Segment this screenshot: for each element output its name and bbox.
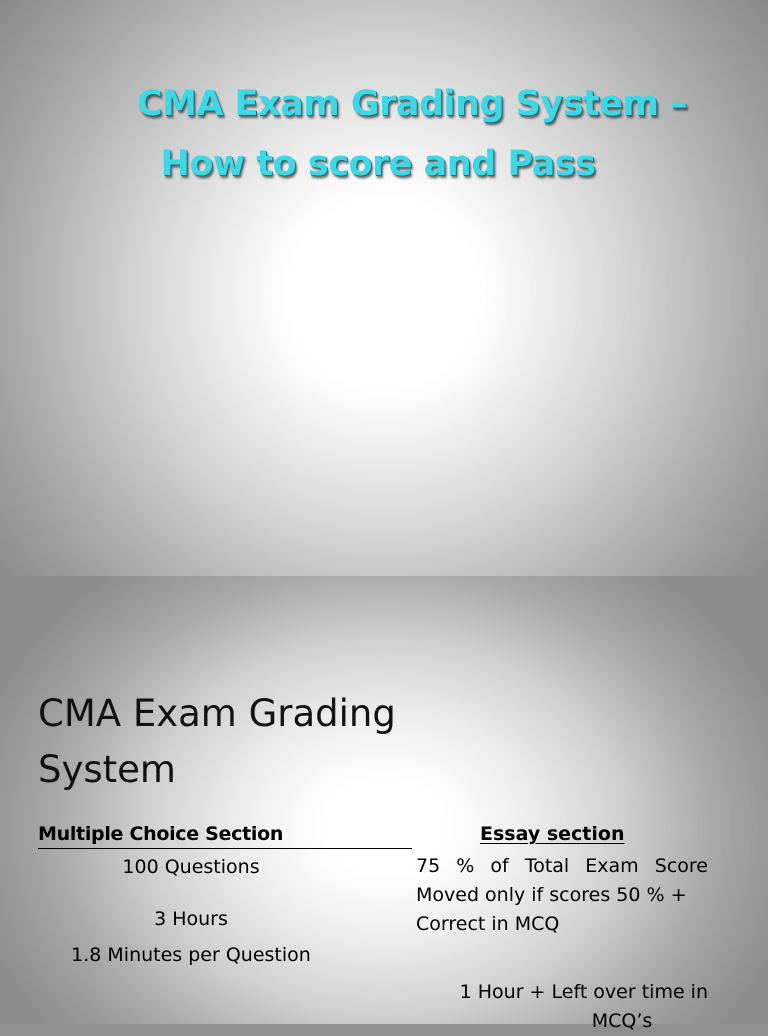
essay-eligibility (416, 881, 708, 939)
deck-title (40, 74, 728, 194)
multiple-choice-header (38, 820, 412, 849)
title-line-2: How to score and Pass (160, 144, 596, 184)
slide-heading-line-2: System (38, 748, 176, 791)
title-line-1: CMA Exam Grading System – (136, 84, 688, 124)
mcq-time-per-question: 1.8 Minutes per Question (71, 944, 311, 966)
mcq-duration: 3 Hours (154, 908, 228, 930)
essay-weight: 75 % of Total Exam Score (416, 855, 708, 877)
essay-duration (416, 978, 708, 1036)
essay-header: Essay section (480, 823, 625, 845)
slide-heading (38, 686, 396, 798)
essay-duration-line-2: MCQ’s (591, 1010, 653, 1032)
essay-eligibility-line-1: Moved only if scores 50 % + (416, 884, 687, 906)
mcq-questions-count: 100 Questions (122, 856, 260, 878)
essay-duration-line-1: 1 Hour + Left over time in (459, 981, 708, 1003)
essay-eligibility-line-2: Correct in MCQ (416, 913, 560, 935)
slide-heading-line-1: CMA Exam Grading (38, 692, 396, 735)
multiple-choice-header-label: Multiple Choice Section (38, 823, 284, 845)
